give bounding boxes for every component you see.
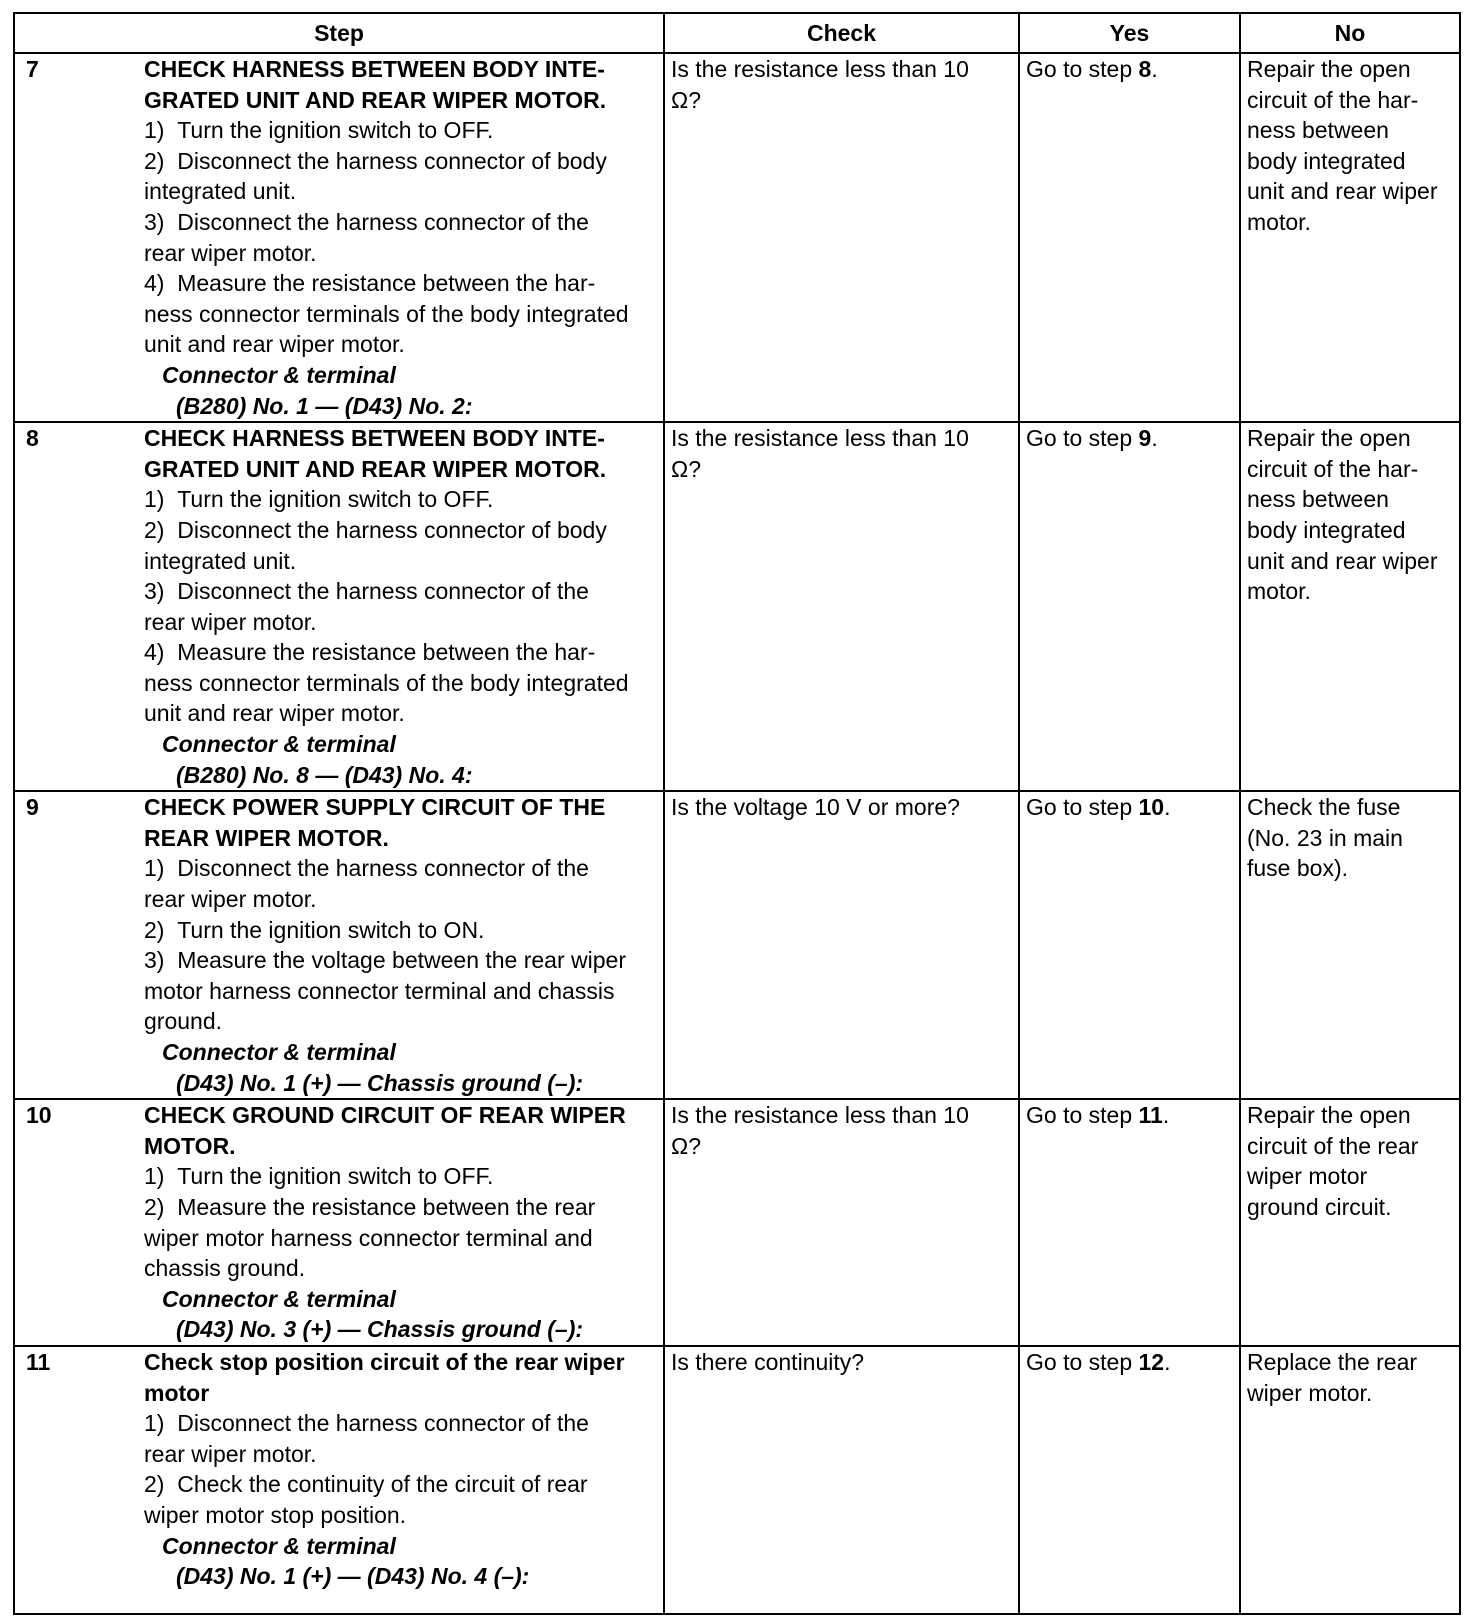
- connector-terminal-value: (D43) No. 1 (+) — (D43) No. 4 (–):: [176, 1563, 530, 1590]
- no-line: body integrated: [1247, 516, 1406, 543]
- diagnostic-table: [13, 12, 1461, 1615]
- yes-cell: [1019, 1099, 1240, 1346]
- check-line: Is there continuity?: [671, 1348, 865, 1375]
- no-cell: [1240, 1346, 1460, 1614]
- step-title-line: CHECK HARNESS BETWEEN BODY INTE-: [144, 56, 605, 82]
- step-instruction-line: 1) Turn the ignition switch to OFF.: [144, 117, 494, 144]
- step-instruction-line: rear wiper motor.: [144, 1440, 317, 1467]
- step-instruction-line: 2) Disconnect the harness connector of body: [144, 147, 607, 174]
- check-cell: [664, 1346, 1019, 1614]
- step-cell: [14, 53, 664, 422]
- yes-cell: [1019, 1346, 1240, 1614]
- step-title-line: MOTOR.: [144, 1132, 236, 1159]
- step-instruction-line: unit and rear wiper motor.: [144, 331, 405, 358]
- step-instruction-line: rear wiper motor.: [144, 239, 317, 266]
- no-line: Check the fuse: [1247, 794, 1401, 821]
- step-instruction-line: 3) Disconnect the harness connector of the: [144, 578, 589, 605]
- step-body: [144, 792, 657, 1098]
- table-row: [14, 53, 1460, 422]
- yes-prefix: Go to step: [1026, 794, 1139, 821]
- step-body: [144, 1347, 657, 1592]
- step-instruction-line: wiper motor stop position.: [144, 1501, 407, 1528]
- no-cell: [1240, 53, 1460, 422]
- step-instruction-line: 2) Disconnect the harness connector of body: [144, 516, 607, 543]
- step-title-line: CHECK POWER SUPPLY CIRCUIT OF THE: [144, 794, 606, 821]
- step-cell: [14, 422, 664, 791]
- yes-cell: [1019, 422, 1240, 791]
- yes-prefix: Go to step: [1026, 56, 1139, 82]
- table-row: [14, 791, 1460, 1099]
- step-instruction-line: 3) Disconnect the harness connector of the: [144, 208, 589, 235]
- step-instruction-line: ground.: [144, 1008, 223, 1035]
- step-number: 7: [26, 56, 39, 82]
- step-title-line: CHECK HARNESS BETWEEN BODY INTE-: [144, 425, 605, 452]
- step-instruction-line: rear wiper motor.: [144, 886, 317, 913]
- check-cell: [664, 1099, 1019, 1346]
- step-title-line: GRATED UNIT AND REAR WIPER MOTOR.: [144, 86, 607, 113]
- no-line: ground circuit.: [1247, 1193, 1392, 1220]
- connector-label: Connector & terminal: [162, 1532, 396, 1559]
- connector-label: Connector & terminal: [162, 361, 396, 388]
- yes-suffix: .: [1151, 425, 1158, 452]
- yes-suffix: .: [1162, 1102, 1170, 1129]
- step-instruction-line: 4) Measure the resistance between the har-: [144, 639, 596, 666]
- connector-terminal-value: (B280) No. 1 — (D43) No. 2:: [176, 392, 473, 419]
- step-instruction-line: 1) Disconnect the harness connector of the: [144, 1410, 589, 1437]
- step-cell: [14, 1099, 664, 1346]
- step-title-line: motor: [144, 1379, 210, 1406]
- no-cell: [1240, 1099, 1460, 1346]
- header-row: [14, 13, 1460, 53]
- yes-step-ref: 11: [1138, 1102, 1163, 1129]
- no-line: circuit of the rear: [1247, 1132, 1419, 1159]
- step-title-line: CHECK GROUND CIRCUIT OF REAR WIPER: [144, 1102, 626, 1129]
- header-step: Step: [14, 13, 664, 53]
- no-line: circuit of the har-: [1247, 86, 1419, 113]
- step-instruction-line: integrated unit.: [144, 178, 297, 205]
- yes-step-ref: 12: [1138, 1348, 1165, 1375]
- no-cell: [1240, 422, 1460, 791]
- no-line: motor.: [1247, 208, 1311, 235]
- step-instruction-line: 1) Turn the ignition switch to OFF.: [144, 1163, 494, 1190]
- step-instruction-line: 3) Measure the voltage between the rear wiper: [144, 947, 626, 974]
- yes-suffix: .: [1164, 794, 1171, 821]
- step-cell: [14, 1346, 664, 1614]
- check-line: Is the resistance less than 10: [671, 425, 969, 452]
- connector-label: Connector & terminal: [162, 731, 396, 758]
- connector-label: Connector & terminal: [162, 1039, 396, 1065]
- yes-step-ref: 9: [1138, 425, 1152, 452]
- step-number: 8: [26, 425, 39, 452]
- header-no: No: [1240, 13, 1460, 53]
- step-instruction-line: rear wiper motor.: [144, 608, 317, 635]
- check-line: Is the resistance less than 10: [671, 1102, 969, 1129]
- yes-cell: [1019, 53, 1240, 422]
- table-row: [14, 1099, 1460, 1346]
- header-check: Check: [664, 13, 1019, 53]
- step-instruction-line: motor harness connector terminal and chassis: [144, 977, 615, 1004]
- step-number: 9: [26, 794, 39, 821]
- no-line: fuse box).: [1247, 855, 1348, 882]
- step-instruction-line: 2) Measure the resistance between the rear: [144, 1193, 596, 1220]
- step-title-line: REAR WIPER MOTOR.: [144, 824, 389, 851]
- check-line: Ω?: [671, 1132, 701, 1159]
- no-line: (No. 23 in main: [1247, 824, 1403, 851]
- step-instruction-line: 1) Turn the ignition switch to OFF.: [144, 486, 494, 513]
- yes-step-ref: 10: [1138, 794, 1165, 821]
- step-cell: [14, 791, 664, 1099]
- table-row: [14, 1346, 1460, 1614]
- step-instruction-line: 2) Check the continuity of the circuit of rear: [144, 1471, 588, 1498]
- no-line: Repair the open: [1247, 425, 1411, 452]
- step-instruction-line: wiper motor harness connector terminal and: [144, 1224, 593, 1251]
- connector-label: Connector & terminal: [162, 1285, 396, 1312]
- connector-terminal-value: (D43) No. 1 (+) — Chassis ground (–):: [176, 1069, 584, 1096]
- yes-prefix: Go to step: [1026, 425, 1139, 452]
- no-line: Repair the open: [1247, 56, 1411, 82]
- no-line: Repair the open: [1247, 1102, 1411, 1129]
- no-line: motor.: [1247, 578, 1311, 605]
- check-cell: [664, 791, 1019, 1099]
- yes-suffix: .: [1151, 56, 1158, 82]
- check-line: Ω?: [671, 86, 701, 113]
- step-instruction-line: 4) Measure the resistance between the har-: [144, 270, 596, 297]
- header-yes: Yes: [1019, 13, 1240, 53]
- yes-cell: [1019, 791, 1240, 1099]
- step-instruction-line: chassis ground.: [144, 1255, 306, 1282]
- no-line: Replace the rear: [1247, 1348, 1418, 1375]
- step-body: [144, 423, 657, 790]
- yes-prefix: Go to step: [1026, 1102, 1139, 1129]
- no-cell: [1240, 791, 1460, 1099]
- table-row: [14, 422, 1460, 791]
- check-line: Is the resistance less than 10: [671, 56, 969, 82]
- check-cell: [664, 422, 1019, 791]
- step-number: 10: [26, 1102, 52, 1129]
- step-instruction-line: 1) Disconnect the harness connector of the: [144, 855, 589, 882]
- no-line: wiper motor.: [1247, 1379, 1373, 1406]
- no-line: ness between: [1247, 486, 1389, 513]
- connector-terminal-value: (B280) No. 8 — (D43) No. 4:: [176, 761, 473, 788]
- step-body: [144, 54, 657, 421]
- no-line: circuit of the har-: [1247, 455, 1419, 482]
- yes-step-ref: 8: [1138, 56, 1152, 82]
- step-instruction-line: unit and rear wiper motor.: [144, 700, 405, 727]
- no-line: unit and rear wiper: [1247, 178, 1438, 205]
- check-line: Ω?: [671, 455, 701, 482]
- step-instruction-line: integrated unit.: [144, 547, 297, 574]
- step-instruction-line: ness connector terminals of the body integrated: [144, 300, 629, 327]
- step-title-line: Check stop position circuit of the rear wiper: [144, 1348, 625, 1375]
- no-line: body integrated: [1247, 147, 1406, 174]
- check-cell: [664, 53, 1019, 422]
- yes-suffix: .: [1164, 1348, 1171, 1375]
- step-instruction-line: ness connector terminals of the body integrated: [144, 669, 629, 696]
- step-instruction-line: 2) Turn the ignition switch to ON.: [144, 916, 485, 943]
- step-body: [144, 1100, 657, 1345]
- no-line: unit and rear wiper: [1247, 547, 1438, 574]
- step-number: 11: [26, 1348, 51, 1375]
- connector-terminal-value: (D43) No. 3 (+) — Chassis ground (–):: [176, 1316, 584, 1343]
- check-line: Is the voltage 10 V or more?: [671, 794, 960, 821]
- no-line: ness between: [1247, 117, 1389, 144]
- yes-prefix: Go to step: [1026, 1348, 1139, 1375]
- step-title-line: GRATED UNIT AND REAR WIPER MOTOR.: [144, 455, 607, 482]
- no-line: wiper motor: [1247, 1163, 1368, 1190]
